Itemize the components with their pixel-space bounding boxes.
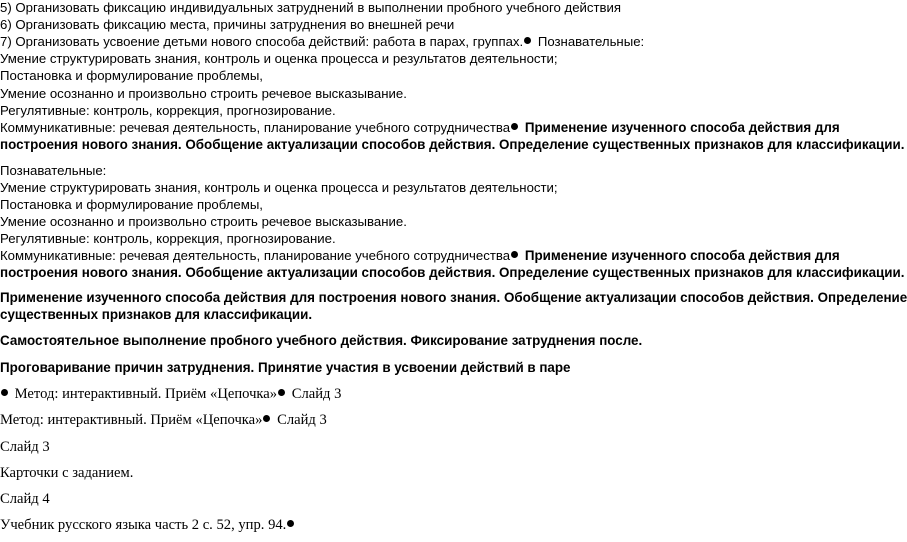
skill-line	[0, 214, 407, 230]
text: Постановка и формулирование проблемы,	[0, 68, 263, 83]
text: Умение осознанно и произвольно строить речевое высказывание.	[0, 214, 407, 229]
cards-task	[0, 465, 133, 481]
skill-line	[0, 103, 336, 119]
bullet-icon	[287, 520, 294, 527]
skill-line	[0, 86, 407, 102]
text: Метод: интерактивный. Приём «Цепочка»	[0, 412, 263, 428]
textbook-ref	[0, 517, 297, 533]
text: Применение изученного способа действия для	[521, 120, 840, 135]
text: Умение структурировать знания, контроль и оценка процесса и результатов деятельности;	[0, 180, 558, 195]
bold-line	[0, 137, 904, 153]
skill-line	[0, 120, 840, 136]
text: Умение структурировать знания, контроль и оценка процесса и результатов деятельности;	[0, 51, 558, 66]
bullet-icon	[1, 389, 8, 396]
method-line	[0, 386, 341, 402]
skill-line	[0, 180, 558, 196]
text: Познавательные:	[534, 34, 645, 49]
text: Постановка и формулирование проблемы,	[0, 197, 263, 212]
text: Применение изученного способа действия для построения нового знания. Обобщение актуализации способов действия. Определение	[0, 290, 907, 305]
text: Самостоятельное выполнение пробного учебного действия. Фиксирование затруднения после.	[0, 333, 643, 348]
text: 6) Организовать фиксацию места, причины затруднения во внешней речи	[0, 17, 455, 32]
text: построения нового знания. Обобщение актуализации способов действия. Определение существенных признаков для классификации.	[0, 265, 905, 280]
method-line	[0, 412, 327, 428]
paragraph-trial-action	[0, 333, 642, 349]
skill-line	[0, 248, 840, 264]
text: построения нового знания. Обобщение актуализации способов действия. Определение существенных признаков для классификации.	[0, 137, 905, 152]
slide-4	[0, 491, 50, 507]
skill-line	[0, 68, 263, 84]
bullet-icon	[524, 37, 531, 44]
text: Применение изученного способа действия для	[521, 248, 840, 263]
text: Слайд 4	[0, 491, 50, 507]
bullet-icon	[511, 251, 518, 258]
bullet-icon	[278, 389, 285, 396]
text: существенных признаков для классификации.	[0, 307, 313, 322]
text: Регулятивные: контроль, коррекция, прогнозирование.	[0, 103, 336, 118]
bold-line	[0, 307, 312, 323]
text: Учебник русского языка часть 2 с. 52, упр. 94.	[0, 517, 287, 533]
text: Проговаривание причин затруднения. Принятие участия в усвоении действий в паре	[0, 360, 571, 375]
text: Метод: интерактивный. Приём «Цепочка»	[11, 386, 278, 402]
text: Познавательные:	[0, 163, 107, 178]
bold-line	[0, 265, 904, 281]
text: Регулятивные: контроль, коррекция, прогнозирование.	[0, 231, 336, 246]
bold-line	[0, 290, 907, 306]
bullet-icon	[511, 123, 518, 130]
text: 7) Организовать усвоение детьми нового способа действий: работа в парах, группах.	[0, 34, 524, 49]
objective-7	[0, 34, 644, 50]
bullet-icon	[263, 415, 270, 422]
text: Коммуникативные: речевая деятельность, планирование учебного сотрудничества	[0, 120, 511, 135]
skill-line	[0, 197, 263, 213]
text: Слайд 3	[273, 412, 327, 428]
heading-cognitive	[0, 163, 106, 179]
text: Слайд 3	[288, 386, 342, 402]
slide-3	[0, 439, 50, 455]
text: Карточки с заданием.	[0, 465, 134, 481]
text: Коммуникативные: речевая деятельность, планирование учебного сотрудничества	[0, 248, 511, 263]
skill-line	[0, 51, 558, 67]
text: Умение осознанно и произвольно строить речевое высказывание.	[0, 86, 407, 101]
skill-line	[0, 231, 336, 247]
objective-5	[0, 0, 621, 16]
text: Слайд 3	[0, 439, 50, 455]
text: 5) Организовать фиксацию индивидуальных затруднений в выполнении пробного учебного действия	[0, 0, 622, 15]
paragraph-discussion	[0, 360, 571, 376]
objective-6	[0, 17, 454, 33]
